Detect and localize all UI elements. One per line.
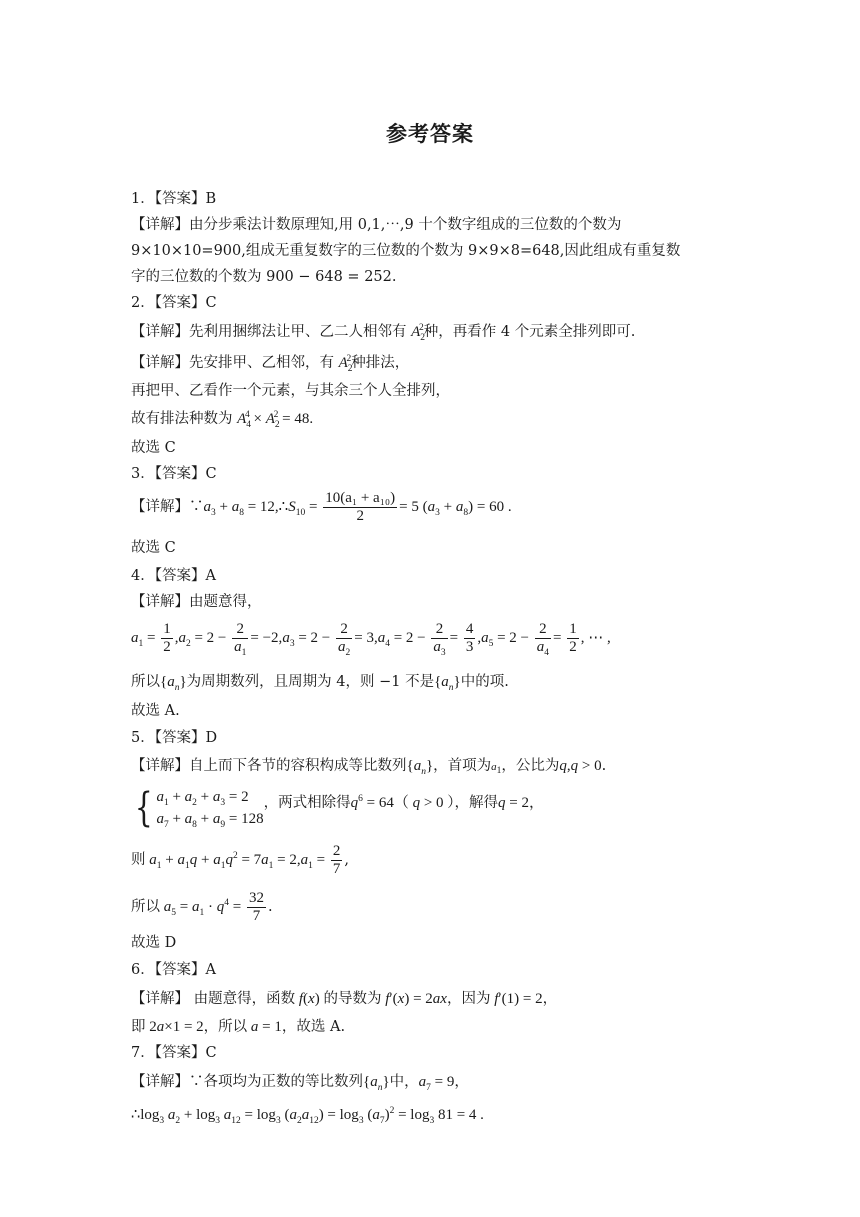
q2-answer: 2．【答案】C (131, 295, 217, 311)
q4-explanation-3: 所以$\{a_n\}$为周期数列，且周期为 4，则 −1 不是$\{a_n\}$中的项. (131, 674, 509, 693)
q4-choice: 故选 A. (131, 703, 180, 719)
q1-explanation-line2: 9×10×10=900,组成无重复数字的三位数的个数为 9×9×8=648,因此组成有重复数 (131, 243, 681, 259)
q1-explanation-line3: 字的三位数的个数为 900 − 648 = 252. (131, 269, 397, 285)
q5-explanation-4: 所以 $a_5 = a_1 \cdot q^4$ = $\frac{32}{7}$ . (131, 890, 273, 924)
q7-explanation-1: 【详解】∵各项均为正数的等比数列$\{a_n\}$中，$a_7 = 9$， (131, 1074, 469, 1093)
q4-explanation-1: 【详解】由题意得， (131, 594, 262, 610)
q5-answer: 5．【答案】D (131, 730, 218, 746)
q2-explanation-2: 【详解】先安排甲、乙相邻，有 $A_2^2$种排法， (131, 354, 410, 374)
q3-choice: 故选 C (131, 540, 176, 556)
q6-explanation-1: 【详解】 由题意得，函数 f(x) 的导数为 f′(x) = 2ax，因为 f′(1) = 2， (131, 991, 558, 1007)
q3-answer: 3．【答案】C (131, 466, 217, 482)
q7-answer: 7．【答案】C (131, 1045, 217, 1061)
q3-fraction: $\frac{\text{10(a₁ + a₁₀)}}{2}$ (325, 490, 396, 524)
q4-sequence: $a_1$ = $\frac{1}{2}$ $,a_2 = 2$ − $\frac{2}{a_1}$ = $-2,a_3 = 2$ − $\frac{2}{a_2}$ = $3,a_4 = 2$ − $\frac{2}{a_3}$ = $\frac{4}{3}$ $,a_5 = 2$ − $\frac{2}{a_4}$ = $\frac{1}{2}$ , ⋯ , (131, 621, 611, 658)
page-title: 参考答案 (386, 122, 474, 146)
q2-explanation-3: 再把甲、乙看作一个元素，与其余三个人全排列， (131, 383, 450, 399)
q6-answer: 6．【答案】A (131, 962, 216, 978)
q5-explanation-2: { $a_1 + a_2 + a_3 = 2$ $a_7 + a_8 + a_9 = 128$ ，两式相除得$q^6 = 64$（ q > 0 ），解得q = 2， (131, 786, 544, 830)
q5-choice: 故选 D (131, 935, 177, 951)
q5-equation-system: { $a_1 + a_2 + a_3 = 2$ $a_7 + a_8 + a_9 = 128$ (134, 785, 264, 831)
q7-explanation-2: $\therefore\log_3$ $a_2 + \log_3 a_{12} = \log_3 (a_2a_{12}) = \log_3 (a_7)^2 = \log_3 81 = 4$ . (131, 1106, 484, 1126)
q1-explanation-line1: 【详解】由分步乘法计数原理知,用 0,1,⋯,9 十个数字组成的三位数的个数为 (131, 217, 622, 233)
q5-explanation-1: 【详解】自上而下各节的容积构成等比数列$\{a_n\}$，首项为$a_1$，公比为q,q > 0. (131, 758, 607, 777)
q2-explanation-1: 【详解】先利用捆绑法让甲、乙二人相邻有 $A_2^2$种，再看作 4 个元素全排列即可. (131, 323, 636, 343)
q3-explanation: 【详解】$\because a_3 + a_8$ = $12,\therefore S_{10}$ = $\frac{\text{10(a₁ + a₁₀)}}{2}$ = 5 $(a_3 + a_8) = 60$ . (131, 490, 512, 524)
q2-choice: 故选 C (131, 440, 176, 456)
q5-explanation-3: 则 $a_1 + a_1q + a_1q^2 = 7a_1 = 2,a_1$ = $\frac{2}{7}$ , (131, 843, 349, 877)
q1-answer: 1．【答案】B (131, 191, 217, 207)
q6-explanation-2: 即 2a×1 = 2，所以 a = 1，故选 A. (131, 1019, 346, 1035)
q4-answer: 4．【答案】A (131, 568, 216, 584)
q2-explanation-4: 故有排法种数为 $A_4^4 \times A_2^2 = 48$. (131, 410, 314, 430)
